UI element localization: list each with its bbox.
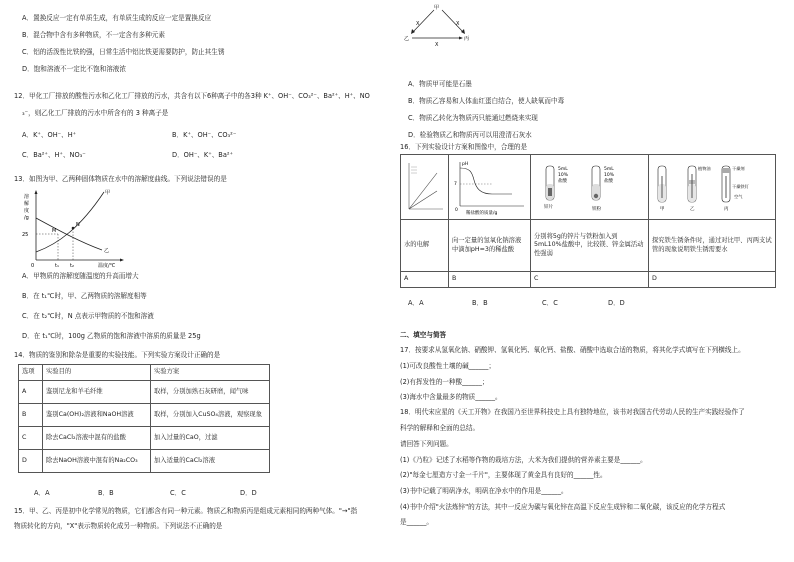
node-jia: 甲 <box>434 5 440 11</box>
q17-stem: 17．按要求从氢氧化钠、硝酸钾、氢氧化钙、氧化钙、盐酸、硝酸中选取合适的物质，将其化学式填写在下列横线上。 <box>400 346 745 354</box>
q18-item-4: (4)书中介绍"火法炼锌"的方法，其中一反应为碳与氧化锌在高温下反应生成锌和二氧化碳，该反应的化学方程式 <box>400 503 726 511</box>
q15-stem-line1: 15．甲、乙、丙是初中化学常见的物质，它们都含有同一种元素。物质乙和物质丙是组成元素相同的两种气体。"→"指 <box>14 507 358 515</box>
x-tick-t2: t₂ <box>70 263 74 269</box>
d-oil-label: 植物油 <box>698 166 711 171</box>
q18-stem-line1: 18．明代宋应星的《天工开物》在我国乃至世界科技史上具有独特地位，该书对我国古代劳动人民的生产实践经验作了 <box>400 408 745 416</box>
q13-stem: 13．如图为甲、乙两种固体物质在水中的溶解度曲线。下列说法错误的是 <box>14 175 227 183</box>
table-cell: 除去CaCl₂溶液中混有的盐酸 <box>43 427 151 450</box>
q11-option-d: D．饱和溶液不一定比不饱和溶液浓 <box>22 65 126 73</box>
q16-cell-a-image <box>401 155 449 220</box>
q17-item-2: (2)有挥发性的一种酸______； <box>400 378 489 386</box>
q11-option-b: B．混合物中含有多种物质，不一定含有多种元素 <box>22 31 165 39</box>
point-n-label: N <box>76 222 80 228</box>
q14-th-plan: 实验方案 <box>151 365 270 381</box>
q12-stem-line1: 12．甲化工厂排放的酸性污水和乙化工厂排放的污水，共含有以下6种离子中的各3种 K⁺、OH⁻、CO₃²⁻、Ba²⁺、H⁺、NO <box>14 92 370 100</box>
q15-option-b: B．物质乙容易和人体血红蛋白结合，使人缺氧而中毒 <box>408 97 565 105</box>
q15-transformation-diagram <box>402 0 482 48</box>
node-yi: 乙 <box>404 36 410 42</box>
d-nail-label: 干燥铁钉 <box>732 184 749 189</box>
table-row <box>19 381 270 404</box>
q16-option-d: D．D <box>608 299 625 307</box>
q16-stem: 16．下列实验设计方案和图像中，合理的是 <box>400 143 528 151</box>
point-m-label: M <box>52 228 57 234</box>
curve-jia <box>36 192 104 252</box>
label-x-left: X <box>416 21 420 27</box>
table-cell: 分别将5g的锌片与铁粉加入到5mL10%盐酸中，比较镁、锌金属活动性强弱 <box>531 220 649 272</box>
q15-option-d: D．检验物质乙和物质丙可以用澄清石灰水 <box>408 131 532 139</box>
q14-option-a: A．A <box>34 489 50 497</box>
table-cell: B <box>449 272 531 288</box>
table-cell: A <box>19 381 43 404</box>
q12-stem-line2: ₃⁻，则乙化工厂排放的污水中所含有的 3 种离子是 <box>22 109 169 117</box>
x-axis-label: 温度/℃ <box>98 263 116 269</box>
q12-option-b: B．K⁺、OH⁻、CO₃²⁻ <box>172 131 237 139</box>
table-cell: 向一定量的氢氧化钠溶液中滴加pH=3的稀盐酸 <box>449 220 531 272</box>
q17-item-1: (1)可改良酸性土壤的碱______； <box>400 362 496 370</box>
d-tube-bing: 丙 <box>724 207 729 212</box>
ylabel-char-4: /g <box>24 215 29 221</box>
table-row <box>19 427 270 450</box>
b-tick-7: 7 <box>454 182 457 187</box>
ylabel-char-1: 溶 <box>24 194 30 200</box>
table-cell: 取样，分别加熟石灰研磨，闻气味 <box>151 381 270 404</box>
q16-image-row <box>401 155 776 220</box>
q16-cell-c-image <box>531 155 649 220</box>
table-cell: 加入适量的CaCl₂溶液 <box>151 450 270 473</box>
table-cell: D <box>649 272 776 288</box>
table-cell: 水的电解 <box>401 220 449 272</box>
c-iron-label: 铁粉 <box>592 207 601 212</box>
table-cell: A <box>401 272 449 288</box>
table-cell: 鉴别尼龙和羊毛纤维 <box>43 381 151 404</box>
q16-table <box>400 154 776 288</box>
node-bing: 丙 <box>464 36 470 42</box>
d-desiccant-label: 干燥剂 <box>732 166 745 171</box>
table-cell: 除去NaOH溶液中混有的Na₂CO₃ <box>43 450 151 473</box>
label-x-right: X <box>456 21 460 27</box>
q14-option-c: C．C <box>170 489 186 497</box>
section-heading: 二、填空与简答 <box>400 331 447 339</box>
q12-option-c: C．Ba²⁺、H⁺、NO₃⁻ <box>22 151 86 159</box>
q14-table-header-row <box>19 365 270 381</box>
q13-option-b: B．在 t₁℃时，甲、乙两物质的溶解度相等 <box>22 292 147 300</box>
d-tube-yi: 乙 <box>690 207 695 212</box>
q14-option-b: B．B <box>98 489 114 497</box>
q15-option-a: A．物质甲可能是石墨 <box>408 80 472 88</box>
q18-item-1: (1)《乃粒》记述了水稻等作物的栽培方法，大米为我们提供的营养素主要是______。 <box>400 456 647 464</box>
q13-option-c: C．在 t₂℃时，N 点表示甲物质的不饱和溶液 <box>22 312 154 320</box>
c-vol-right: 5mL <box>604 167 614 172</box>
ylabel-char-3: 度 <box>24 208 30 214</box>
rust-experiment <box>652 158 772 216</box>
q16-option-b: B．B <box>472 299 488 307</box>
c-acid-left: 盐酸 <box>558 179 567 184</box>
d-tube-jia: 甲 <box>660 207 665 212</box>
q14-th-option: 选项 <box>19 365 43 381</box>
q14-option-d: D．D <box>240 489 257 497</box>
electrolysis-graph <box>405 159 445 215</box>
table-cell: 加入过量的CaO，过滤 <box>151 427 270 450</box>
q18-stem-line2: 科学的解释和全面的总结。 <box>400 424 480 432</box>
x-origin: 0 <box>31 263 35 269</box>
c-conc-right: 10% <box>604 173 615 178</box>
table-row <box>19 404 270 427</box>
x-tick-t1: t₁ <box>55 263 59 269</box>
q18-item-4-cont: 是______。 <box>400 518 433 526</box>
label-x-bottom: X <box>435 42 439 48</box>
table-cell: C <box>531 272 649 288</box>
q13-option-a: A．甲物质的溶解度随温度的升高而增大 <box>22 272 139 280</box>
table-cell: D <box>19 450 43 473</box>
curve-jia-label: 甲 <box>105 190 111 196</box>
b-axis-x: 稀盐酸的质量/g <box>466 211 498 216</box>
table-cell: 取样，分别加入CuSO₄溶液，观察现象 <box>151 404 270 427</box>
q17-item-3: (3)海水中含量最多的物质______。 <box>400 393 502 401</box>
q18-ask: 请回答下列问题。 <box>400 440 453 448</box>
q14-table <box>18 364 270 473</box>
q11-option-c: C．铝的活泼性比铁的强，日常生活中铝比铁更需要防护，防止其生锈 <box>22 48 225 56</box>
q18-item-3: (3)书中记载了明矾净水，明矾在净水中的作用是______。 <box>400 487 568 495</box>
c-acid-right: 盐酸 <box>604 179 613 184</box>
curve-yi-label: 乙 <box>104 248 110 254</box>
table-cell: C <box>19 427 43 450</box>
c-zinc-label: 锌片 <box>544 205 553 210</box>
q14-stem: 14．物质的鉴别和除杂是重要的实验技能。下列实验方案设计正确的是 <box>14 351 221 359</box>
q13-solubility-graph <box>18 188 128 268</box>
table-cell: 鉴别Ca(OH)₂溶液和NaOH溶液 <box>43 404 151 427</box>
q16-cell-d-image <box>649 155 776 220</box>
table-row <box>401 220 776 272</box>
table-row <box>401 272 776 288</box>
q11-option-a: A．置换反应一定有单质生成，有单质生成的反应一定是置换反应 <box>22 14 212 22</box>
table-cell: 探究铁生锈条件时，通过对比甲、丙两支试管的现象说明铁生锈需要水 <box>649 220 776 272</box>
q18-item-2: (2)"每金七厘造方寸金一千片"，主要体现了黄金具有良好的______性。 <box>400 471 607 479</box>
q12-option-a: A．K⁺、OH⁻、H⁺ <box>22 131 77 139</box>
q16-option-a: A．A <box>408 299 424 307</box>
b-origin: 0 <box>455 208 458 213</box>
c-conc-left: 10% <box>558 173 569 178</box>
q13-option-d: D．在 t₁℃时，100g 乙物质的饱和溶液中溶质的质量是 25g <box>22 332 201 340</box>
table-row <box>19 450 270 473</box>
ylabel-char-2: 解 <box>24 201 30 207</box>
point-n-marker <box>72 227 75 230</box>
table-cell: B <box>19 404 43 427</box>
q16-option-c: C．C <box>542 299 558 307</box>
y-tick-25: 25 <box>22 232 29 238</box>
c-vol-left: 5mL <box>558 167 568 172</box>
d-air-label: 空气 <box>734 194 743 199</box>
q15-option-c: C．物质乙转化为物质丙只能通过燃烧来实现 <box>408 114 538 122</box>
q12-option-d: D．OH⁻、K⁺、Ba²⁺ <box>172 151 233 159</box>
q14-th-purpose: 实验目的 <box>43 365 151 381</box>
ph-graph <box>452 158 528 216</box>
zinc-iron-experiment <box>534 158 646 216</box>
q15-stem-line2: 物质转化的方向，"X"表示物质转化成另一种物质。下列说法不正确的是 <box>14 522 223 530</box>
q16-cell-b-image <box>449 155 531 220</box>
b-axis-ph: pH <box>462 162 469 167</box>
